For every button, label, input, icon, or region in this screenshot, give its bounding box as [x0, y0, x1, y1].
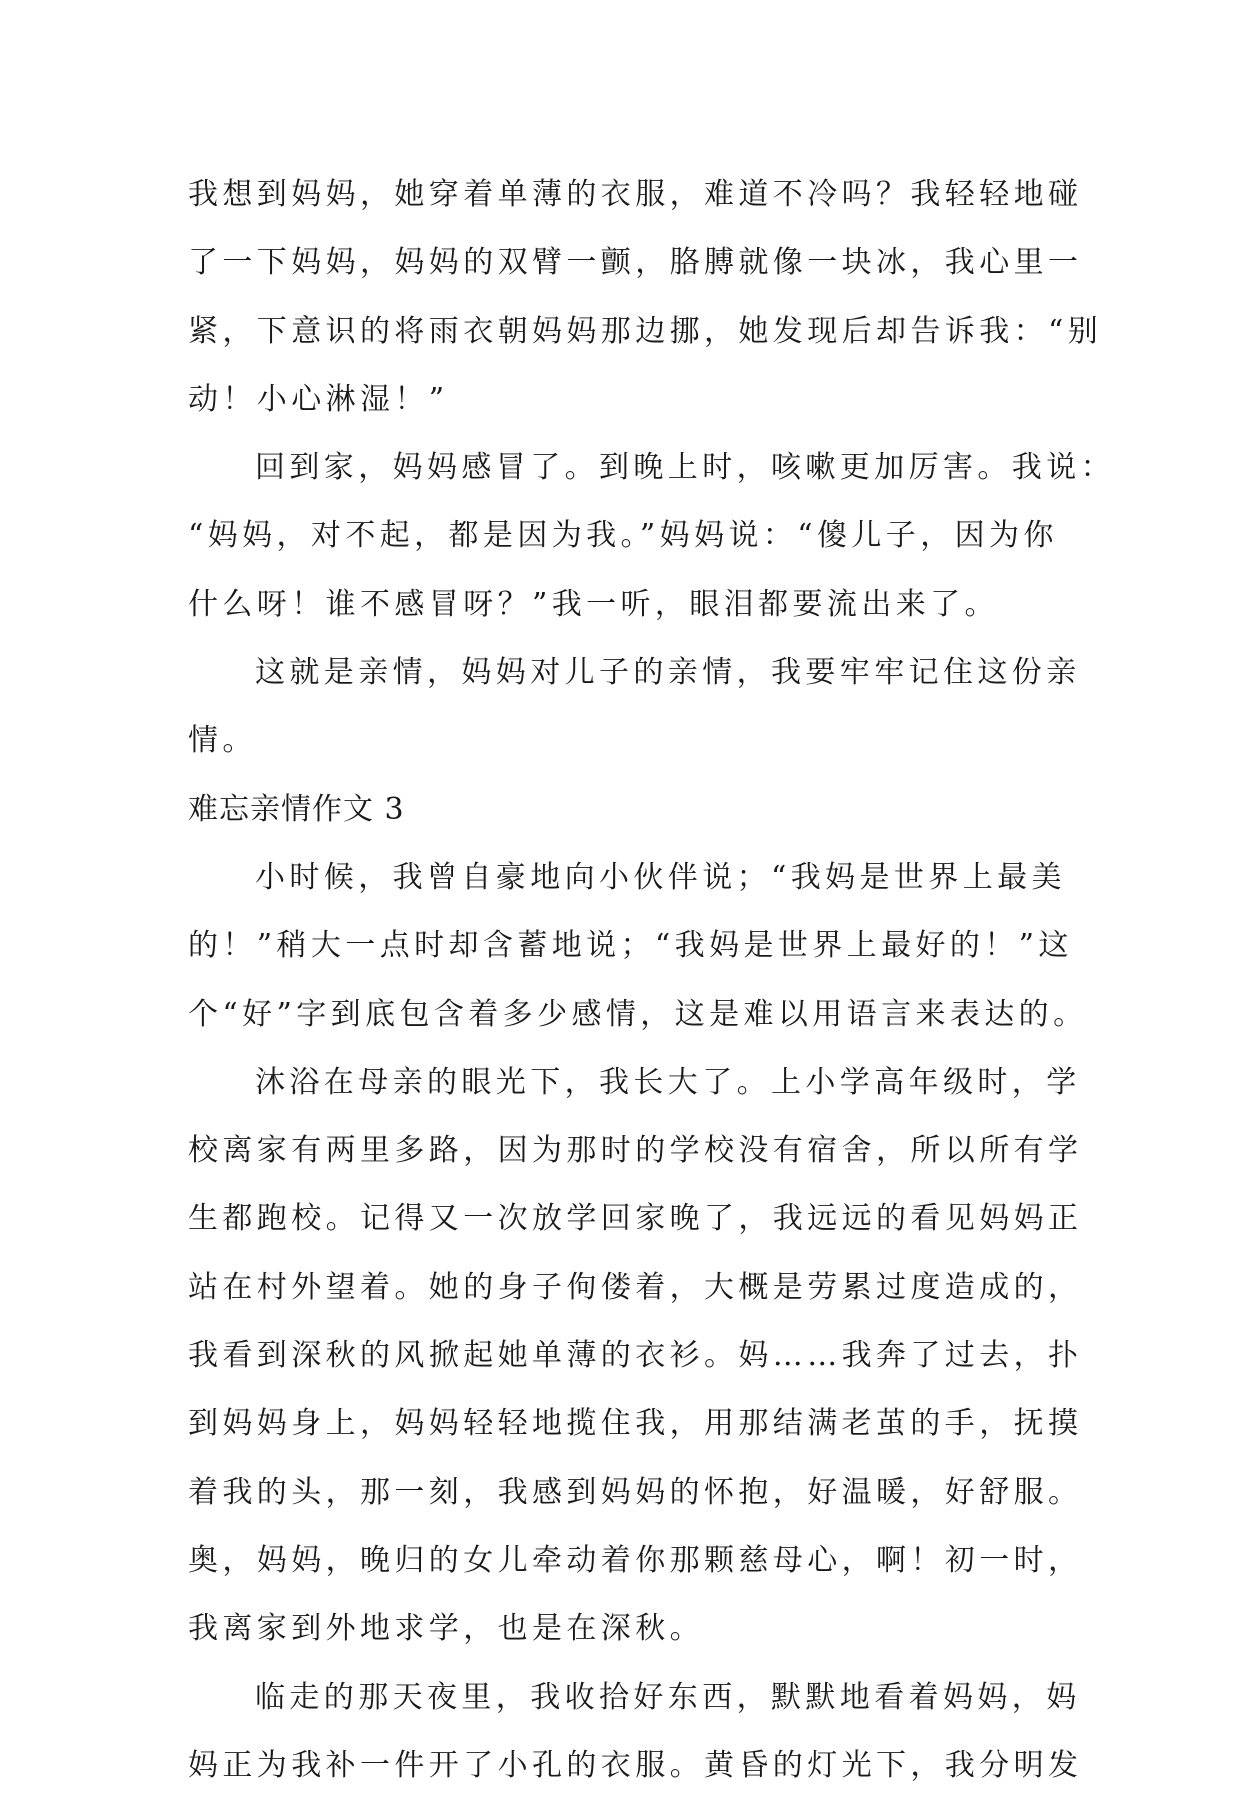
text-line: 校离家有两里多路，因为那时的学校没有宿舍，所以所有学	[188, 1133, 1083, 1169]
text-line: 妈正为我补一件开了小孔的衣服。黄昏的灯光下，我分明发	[188, 1747, 1083, 1783]
text-line: 生都跑校。记得又一次放学回家晚了，我远远的看见妈妈正	[188, 1201, 1083, 1237]
paragraph-first-line: 小时候，我曾自豪地向小伙伴说；“我妈是世界上最美	[255, 859, 1066, 895]
text-line: 情。	[188, 723, 257, 759]
text-line: 奥，妈妈，晚归的女儿牵动着你那颗慈母心，啊！初一时，	[188, 1542, 1083, 1578]
paragraph-first-line: 回到家，妈妈感冒了。到晚上时，咳嗽更加厉害。我说：	[255, 450, 1115, 486]
text-line: 到妈妈身上，妈妈轻轻地揽住我，用那结满老茧的手，抚摸	[188, 1406, 1083, 1442]
text-line: 动！小心淋湿！”	[188, 381, 449, 417]
text-line: 紧，下意识的将雨衣朝妈妈那边挪，她发现后却告诉我：“别	[188, 313, 1103, 349]
paragraph-first-line: 临走的那天夜里，我收拾好东西，默默地看着妈妈，妈	[255, 1679, 1081, 1715]
text-line: “妈妈，对不起，都是因为我。”妈妈说：“傻儿子，因为你	[188, 518, 1058, 554]
document-body	[188, 161, 1115, 1800]
text-line: 站在村外望着。她的身子佝偻着，大概是劳累过度造成的，	[188, 1269, 1083, 1305]
text-line: 我看到深秋的风掀起她单薄的衣衫。妈……我奔了过去，扑	[188, 1338, 1083, 1374]
section-heading: 难忘亲情作文 3	[188, 791, 405, 827]
text-line: 着我的头，那一刻，我感到妈妈的怀抱，好温暖，好舒服。	[188, 1474, 1083, 1510]
text-line: 的！”稍大一点时却含蓄地说；“我妈是世界上最好的！”这	[188, 928, 1073, 964]
text-line: 我离家到外地求学，也是在深秋。	[188, 1611, 704, 1647]
text-line: 了一下妈妈，妈妈的双臂一颤，胳膊就像一块冰，我心里一	[188, 245, 1083, 281]
paragraph-first-line: 沐浴在母亲的眼光下，我长大了。上小学高年级时，学	[255, 1064, 1081, 1100]
text-line: 个“好”字到底包含着多少感情，这是难以用语言来表达的。	[188, 996, 1088, 1032]
text-line: 我想到妈妈，她穿着单薄的衣服，难道不冷吗？我轻轻地碰	[188, 177, 1083, 212]
text-line: 什么呀！谁不感冒呀？”我一听，眼泪都要流出来了。	[188, 586, 999, 622]
paragraph-first-line: 这就是亲情，妈妈对儿子的亲情，我要牢牢记住这份亲	[255, 655, 1081, 691]
